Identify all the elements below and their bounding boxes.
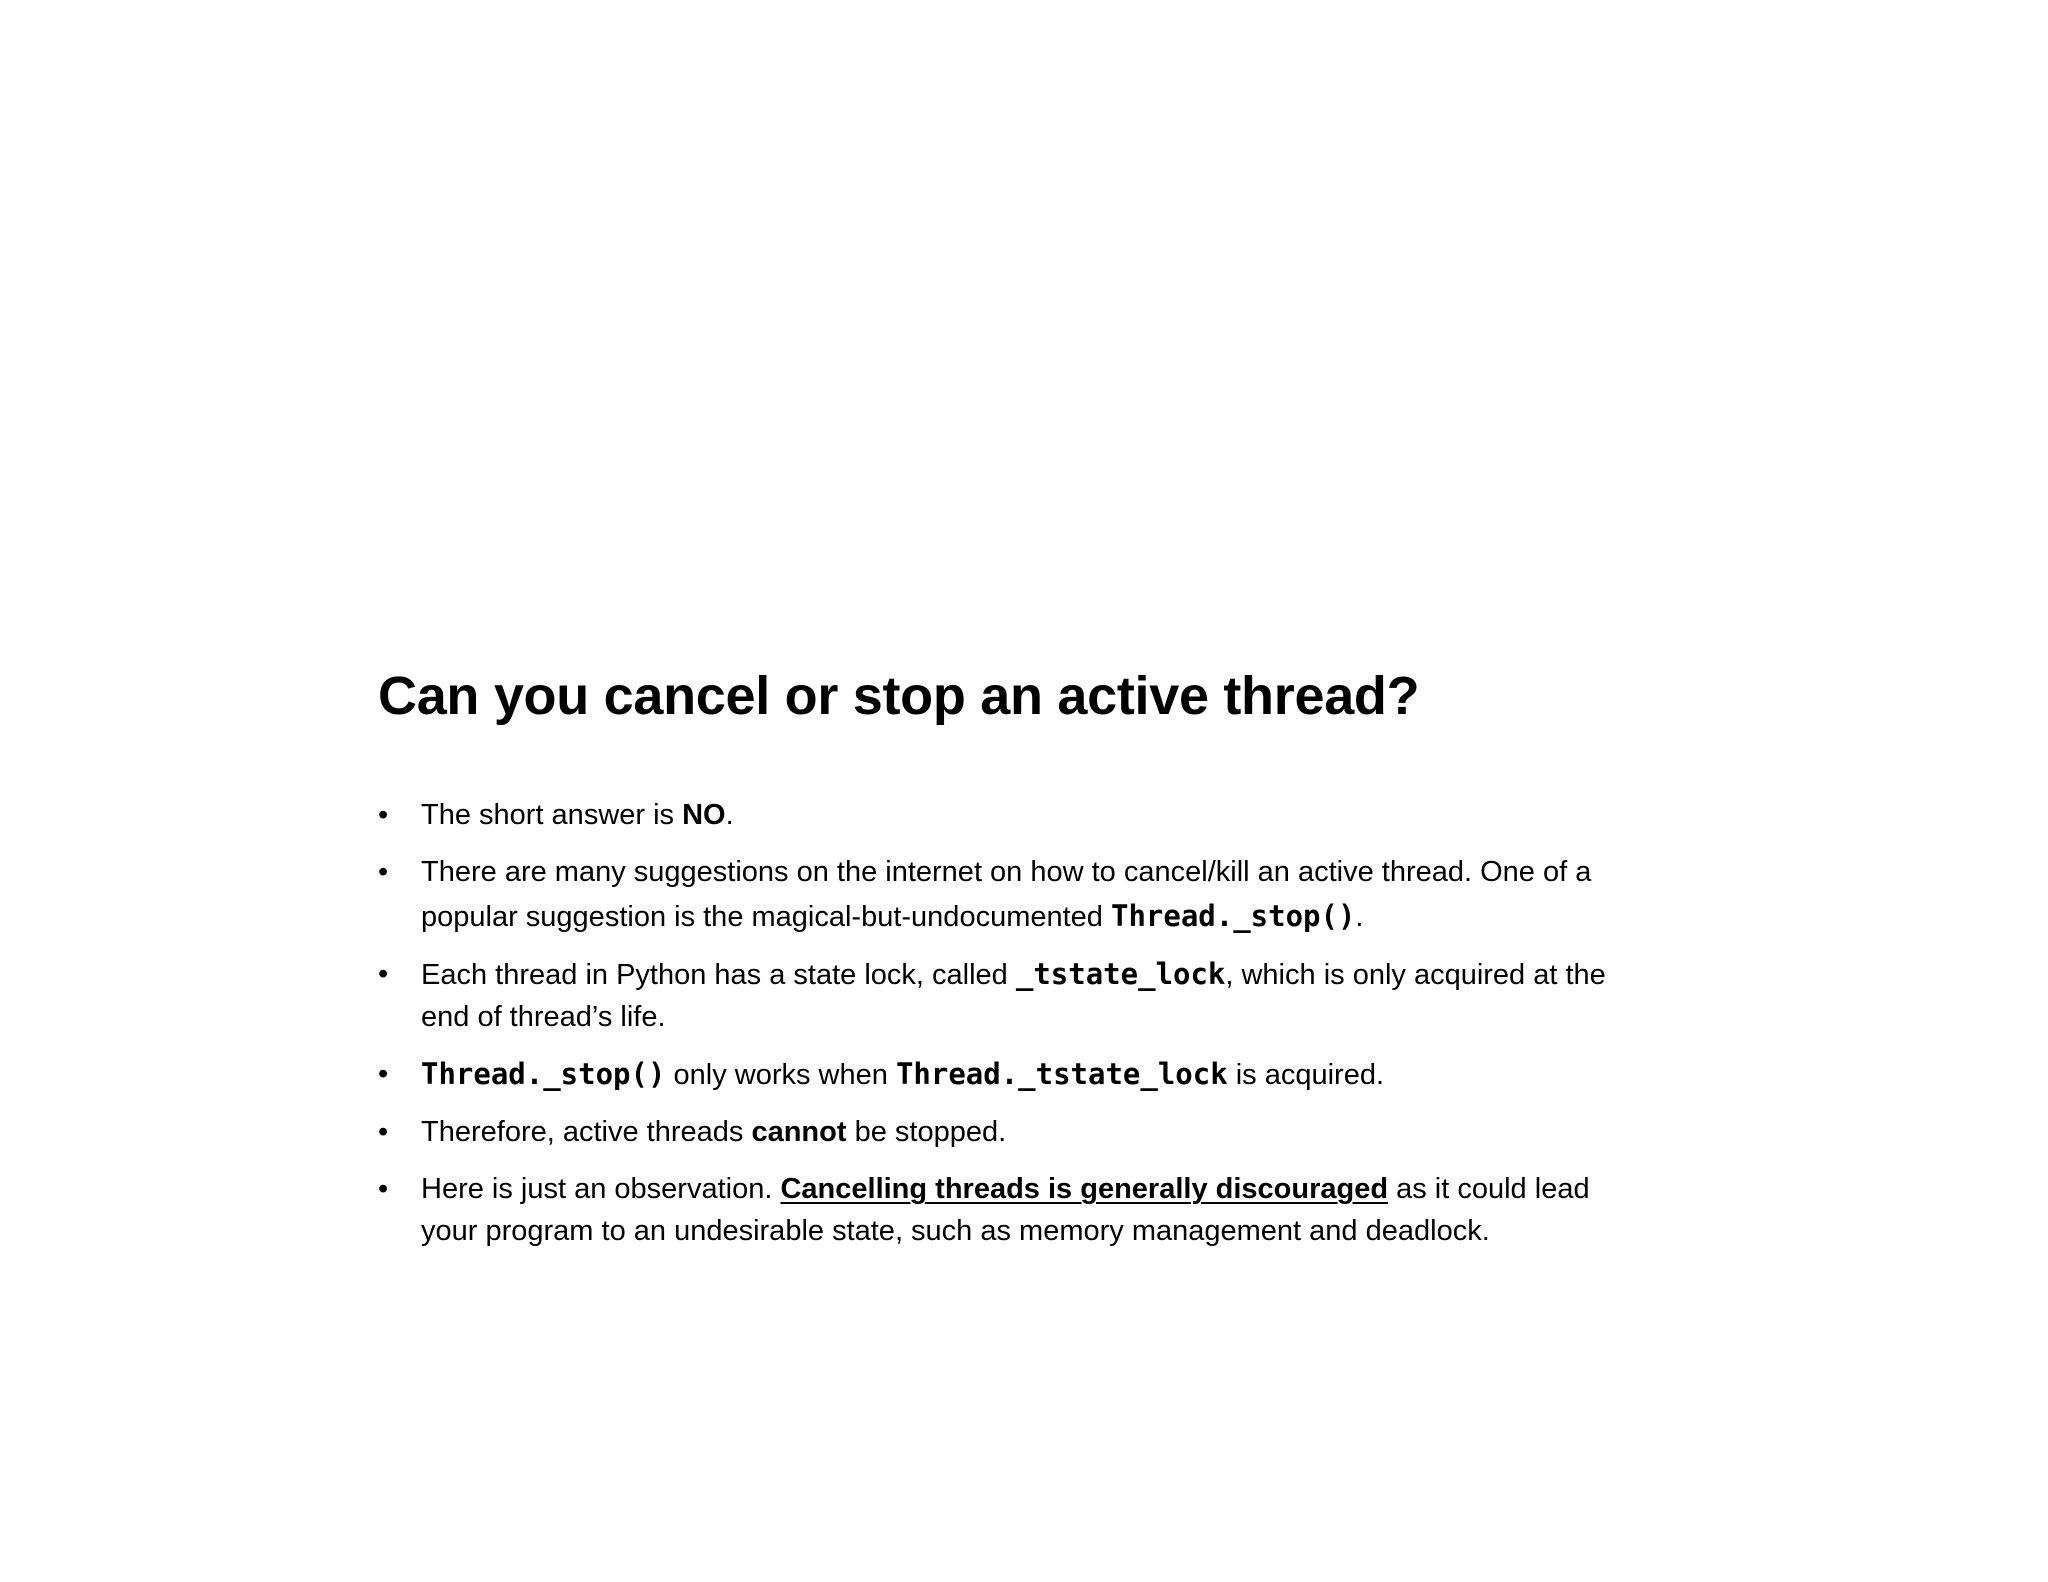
bullet-dot-icon: •	[378, 958, 389, 990]
bullet-list	[378, 794, 1678, 1252]
slide-content	[378, 662, 1678, 1267]
code-thread-stop: Thread._stop()	[1110, 899, 1356, 933]
bullet-dot-icon: •	[378, 1173, 389, 1205]
bullet-text-line-1	[421, 1168, 1678, 1210]
bullet-dot-icon: •	[378, 1058, 389, 1090]
bullet-text-segment: .	[1355, 901, 1364, 933]
bullet-text-segment: popular suggestion is the magical-but-undocumented	[421, 901, 1111, 933]
code-thread-tstate-lock: Thread._tstate_lock	[895, 1057, 1228, 1091]
bullet-text-segment: The short answer is	[421, 799, 683, 831]
slide-title: Can you cancel or stop an active thread?	[378, 666, 1420, 726]
bullet-text-segment: Each thread in Python has a state lock, called	[421, 959, 1016, 991]
bullet-text-line-2: your program to an undesirable state, such as memory management and deadlock.	[421, 1215, 1490, 1247]
bullet-item-conclusion	[378, 1111, 1678, 1153]
code-thread-stop: Thread._stop()	[421, 1057, 666, 1091]
bullet-dot-icon: •	[378, 856, 389, 888]
emphasis-cannot: cannot	[751, 1116, 847, 1148]
emphasis-no: NO	[682, 799, 726, 831]
bullet-text-line-2	[421, 895, 1678, 938]
bullet-text-segment: be stopped.	[846, 1116, 1007, 1148]
bullet-text-segment: Therefore, active threads	[421, 1116, 752, 1148]
bullet-item-observation	[378, 1168, 1678, 1252]
bullet-text-segment: as it could lead	[1388, 1173, 1590, 1205]
bullet-text-segment: only works when	[665, 1059, 896, 1091]
code-tstate-lock: _tstate_lock	[1015, 957, 1226, 991]
bullet-text	[421, 1111, 1678, 1153]
cancelling-threads-discouraged-link[interactable]: Cancelling threads is generally discouraged	[780, 1173, 1389, 1205]
bullet-text-segment: is acquired.	[1227, 1059, 1385, 1091]
bullet-item-internet-suggestions	[378, 851, 1678, 938]
bullet-text-line-2: end of thread’s life.	[421, 1001, 666, 1033]
bullet-text-segment: Here is just an observation.	[421, 1173, 781, 1205]
bullet-text	[421, 1053, 1678, 1096]
bullet-text-line-1	[421, 953, 1678, 996]
bullet-dot-icon: •	[378, 1116, 389, 1148]
bullet-dot-icon: •	[378, 799, 389, 831]
bullet-text-line-1: There are many suggestions on the internet on how to cancel/kill an active thread. One of a	[421, 856, 1592, 888]
bullet-text	[421, 794, 1678, 836]
bullet-item-short-answer	[378, 794, 1678, 836]
bullet-text-segment: , which is only acquired at the	[1225, 959, 1606, 991]
bullet-item-state-lock	[378, 953, 1678, 1038]
bullet-item-stop-condition	[378, 1053, 1678, 1096]
bullet-text-segment: .	[725, 799, 734, 831]
